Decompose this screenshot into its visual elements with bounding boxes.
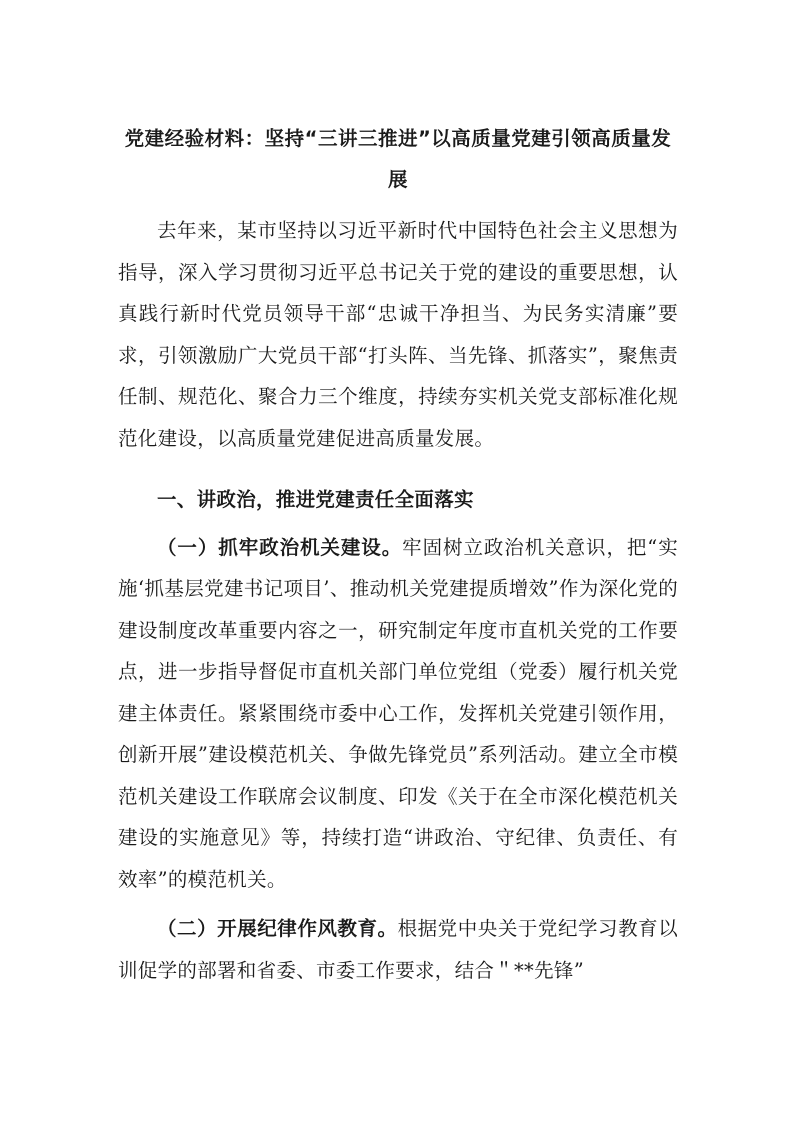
item-paragraph-1 <box>118 527 678 901</box>
item-subheading-1: （一）抓牢政治机关建设。 <box>157 535 403 559</box>
item-subheading-2: （二）开展纪律作风教育。 <box>157 917 398 940</box>
item-text-1: 牢固树立政治机关意识，把“实施‘抓基层党建书记项目’、推动机关党建提质增效”作为深化党的建设制度改革重要内容之一，研究制定年度市直机关党的工作要点，进一步指导督促市直机关部门单位党组（党委）履行机关党建主体责任。紧紧围绕市委中心工作，发挥机关党建引领作用，创新开展”建设模范机关、争做先锋党员”系列活动。建立全市模范机关建设工作联席会议制度、印发《关于在全市深化模范机关建设的实施意见》等，持续打造“讲政治、守纪律、负责任、有效率”的模范机关。 <box>118 535 678 891</box>
document-body <box>118 210 678 991</box>
intro-paragraph: 去年来，某市坚持以习近平新时代中国特色社会主义思想为指导，深入学习贯彻习近平总书记关于党的建设的重要思想，认真践行新时代党员领导干部“忠诚干净担当、为民务实清廉”要求，引领激励广大党员干部“打头阵、当先锋、抓落实”，聚焦责任制、规范化、聚合力三个维度，持续夯实机关党支部标准化规范化建设，以高质量党建促进高质量发展。 <box>118 219 678 450</box>
document-title: 党建经验材料：坚持“三讲三推进”以高质量党建引领高质量发展 <box>124 127 672 191</box>
section-heading: 一、讲政治，推进党建责任全面落实 <box>157 488 474 511</box>
item-text-2: 根据党中央关于党纪学习教育以训促学的部署和省委、市委工作要求，结合＂**先锋” <box>118 917 678 982</box>
item-paragraph-2 <box>118 908 678 991</box>
